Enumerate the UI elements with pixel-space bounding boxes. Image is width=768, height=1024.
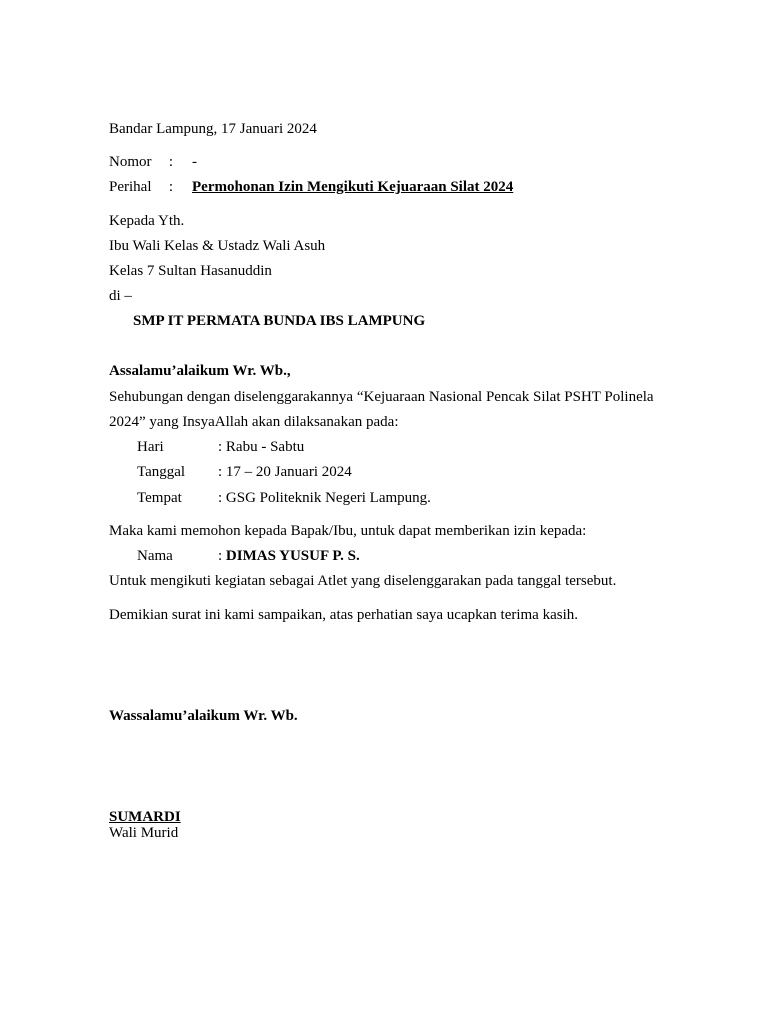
perihal-label: Perihal (109, 179, 152, 195)
perihal-row (109, 178, 513, 196)
closing-line: Demikian surat ini kami sampaikan, atas perhatian saya ucapkan terima kasih. (109, 607, 579, 623)
nama-value: DIMAS YUSUF P. S. (225, 548, 360, 564)
nama-row (137, 547, 360, 565)
event-tempat-value: : GSG Politeknik Negeri Lampung. (218, 490, 431, 506)
event-tempat-label: Tempat (137, 490, 182, 506)
nomor-label: Nomor (109, 154, 152, 170)
purpose-line: Untuk mengikuti kegiatan sebagai Atlet yang diselenggarakan pada tanggal tersebut. (109, 573, 617, 589)
intro-line-2: 2024” yang InsyaAllah akan dilaksanakan pada: (109, 414, 399, 430)
recipient-line-2: Ibu Wali Kelas & Ustadz Wali Asuh (109, 238, 326, 254)
event-hari-value: : Rabu - Sabtu (218, 439, 305, 455)
recipient-line-3: Kelas 7 Sultan Hasanuddin (109, 263, 272, 279)
event-hari-label: Hari (137, 439, 164, 455)
perihal-colon: : (168, 179, 174, 195)
signer-name: SUMARDI (109, 809, 181, 825)
place-date: Bandar Lampung, 17 Januari 2024 (109, 121, 317, 137)
event-tempat-row (137, 489, 431, 507)
nomor-value: - (192, 154, 197, 170)
event-tanggal-row (137, 463, 352, 481)
nomor-colon: : (168, 154, 174, 170)
perihal-value: Permohonan Izin Mengikuti Kejuaraan Silat 2024 (192, 179, 514, 195)
intro-line-1: Sehubungan dengan diselenggarakannya “Kejuaraan Nasional Pencak Silat PSHT Polinela (109, 389, 654, 405)
nama-label: Nama (137, 548, 173, 564)
school-name: SMP IT PERMATA BUNDA IBS LAMPUNG (133, 313, 426, 329)
farewell: Wassalamu’alaikum Wr. Wb. (109, 708, 298, 724)
greeting: Assalamu’alaikum Wr. Wb., (109, 363, 291, 379)
event-tanggal-label: Tanggal (137, 464, 186, 480)
recipient-line-1: Kepada Yth. (109, 213, 185, 229)
recipient-line-4: di – (109, 288, 132, 304)
signer-role: Wali Murid (109, 825, 179, 841)
event-hari-row (137, 438, 304, 456)
nama-colon: : (218, 548, 226, 564)
request-line: Maka kami memohon kepada Bapak/Ibu, untuk dapat memberikan izin kepada: (109, 523, 587, 539)
event-tanggal-value: : 17 – 20 Januari 2024 (218, 464, 352, 480)
nomor-row (109, 153, 197, 171)
